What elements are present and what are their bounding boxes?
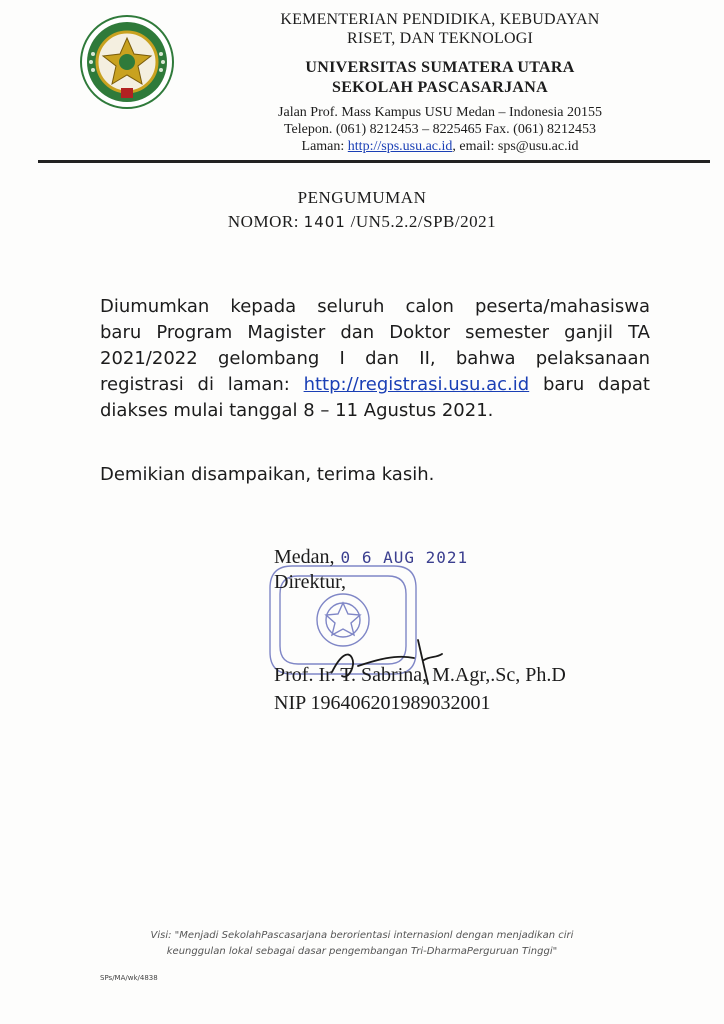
number-suffix: /UN5.2.2/SPB/2021	[345, 212, 497, 231]
paragraph-line-with-link	[100, 372, 650, 398]
ministry-line-1: KEMENTERIAN PENDIDIKA, KEBUDAYAN	[280, 11, 600, 28]
signing-place-date	[274, 546, 468, 569]
school-name: SEKOLAH PASCASARJANA	[332, 79, 548, 96]
contact-block	[190, 106, 690, 157]
paragraph-line: 2021/2022 gelombang I dan II, bahwa pelaksanaan	[100, 348, 650, 369]
handwritten-number: 1401	[303, 213, 346, 231]
web-line	[190, 140, 690, 154]
line-text-after-link: baru dapat	[529, 374, 650, 395]
document-code: SPs/MA/wk/4838	[100, 974, 158, 982]
line-text-before-link: registrasi di laman:	[100, 374, 304, 395]
paragraph-line: diakses mulai tanggal 8 – 11 Agustus 2021.	[100, 400, 494, 421]
announcement-number	[0, 212, 724, 232]
announcement-title: PENGUMUMAN	[297, 188, 427, 207]
registration-link[interactable]: http://registrasi.usu.ac.id	[303, 374, 530, 395]
header-divider	[38, 160, 710, 163]
email-text: , email: sps@usu.ac.id	[452, 139, 579, 154]
institution-name	[190, 60, 690, 100]
date-stamp: 0 6 AUG 2021	[340, 548, 469, 567]
closing-text: Demikian disampaikan, terima kasih.	[100, 464, 435, 485]
ministry-name	[190, 12, 690, 50]
signer-nip: NIP 196406201989032001	[274, 692, 491, 714]
phone-line: Telepon. (061) 8212453 – 8225465 Fax. (061) 8212453	[283, 122, 597, 137]
vision-statement-line-2: keunggulan lokal sebagai dasar pengembangan Tri-DharmaPerguruan Tinggi"	[166, 946, 558, 957]
number-prefix: NOMOR:	[227, 212, 304, 231]
signer-role: Direktur,	[274, 571, 346, 593]
closing-paragraph	[100, 462, 650, 488]
university-logo	[79, 14, 175, 110]
signer-name: Prof. Ir. T. Sabrina, M.Agr,.Sc, Ph.D	[274, 664, 566, 686]
signing-place: Medan,	[274, 546, 335, 568]
website-link[interactable]: http://sps.usu.ac.id	[347, 139, 453, 154]
paragraph-line: Diumumkan kepada seluruh calon peserta/mahasiswa	[100, 296, 650, 317]
announcement-paragraph	[100, 294, 650, 424]
paragraph-line: baru Program Magister dan Doktor semester ganjil TA	[100, 322, 650, 343]
web-prefix: Laman:	[301, 139, 348, 154]
university-name: UNIVERSITAS SUMATERA UTARA	[305, 59, 575, 76]
address-line: Jalan Prof. Mass Kampus USU Medan – Indonesia 20155	[278, 105, 602, 120]
ministry-line-2: RISET, DAN TEKNOLOGI	[346, 30, 534, 47]
vision-statement-line-1: Visi: "Menjadi SekolahPascasarjana berorientasi internasionl dengan menjadikan ciri	[150, 930, 574, 941]
